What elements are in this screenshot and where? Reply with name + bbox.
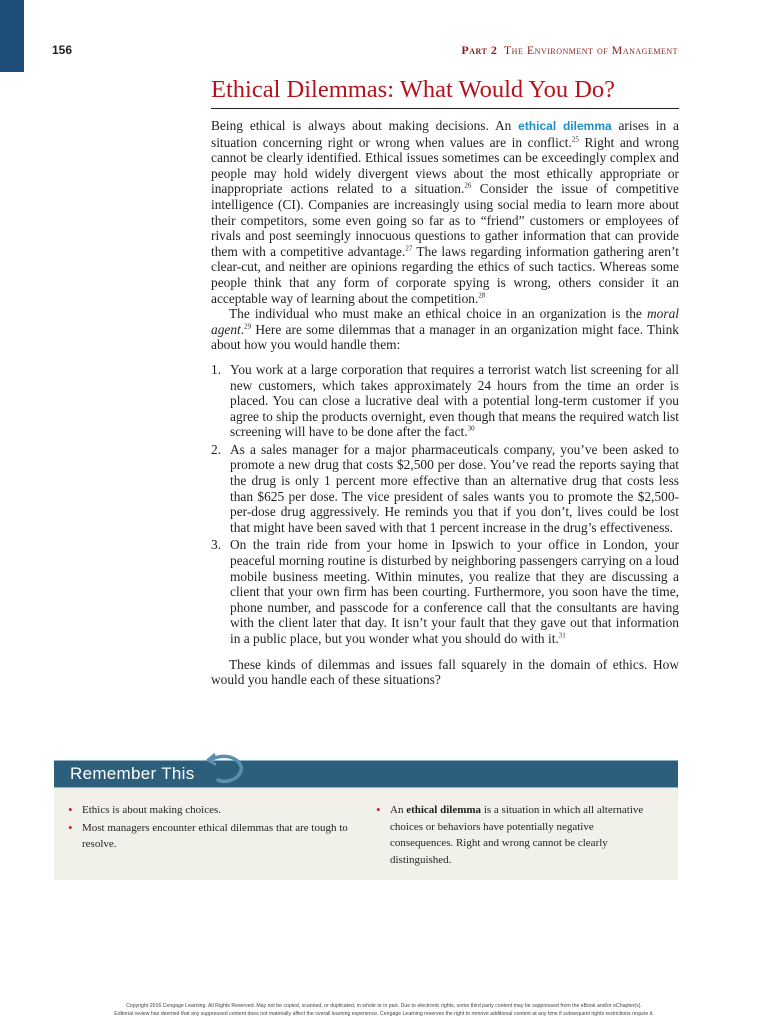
text-run: The laws regarding information gathering aren’t clear-cut, and neither are opinions regarding the ethics of such tactics. Whereas some people think that any form of corporate spying is wrong, others consider it an acceptable way of learning about the competition. <box>211 243 679 306</box>
remember-this-panel <box>54 760 678 880</box>
key-term-ethical-dilemma: ethical dilemma <box>518 119 612 133</box>
list-text <box>230 537 679 646</box>
list-text <box>230 362 679 440</box>
list-item <box>211 537 679 646</box>
text-run: An <box>390 804 407 816</box>
copyright-line: Editorial review has deemed that any suppressed content does not materially affect the overall learning experience. Cengage Learning reserves the right to remove additional content at any time if subsequent rights restrictions require it. <box>114 1011 654 1017</box>
bullet-item <box>376 802 654 868</box>
bullet-item: • Ethics is about making choices. <box>68 802 348 819</box>
text-run: On the train ride from your home in Ipswich to your office in London, your peaceful morning routine is disturbed by neighboring passengers carrying on a loud mobile business meeting. Within minutes, you realize that they are discussing a client that your own firm has been courting. Furthermore, you soon have the time, phone number, and passcode for a conference call that the consultants are having with the client later that day. It isn’t your fault that they gave out that information in a public place, but you wonder what you should do with it. <box>230 537 679 646</box>
text-run: As a sales manager for a major pharmaceuticals company, you’ve been asked to promote a new drug that costs $2,500 per dose. You’ve read the reports saying that the drug is only 1 percent more effective than an alternative drug that costs less than $625 per dose. The vice president of sales wants you to promote the $2,500-per-dose drug aggressively. He reminds you that if you don’t, lives could be lost that might have been saved with that 1 percent increase in the drug’s effectiveness. <box>230 441 679 535</box>
footnote-ref: 29 <box>244 322 252 331</box>
text-run: is a situation in which all alternative choices or behaviors have potentially negative consequences. Right and wrong cannot be clearly distinguished. <box>390 804 644 866</box>
text-run: You work at a large corporation that requires a terrorist watch list screening for all new customers, which takes approximately 24 hours from the time an order is placed. You can close a lucrative deal with a potential long-term customer if you agree to ship the products overnight, even though that means the required watch list screening will have to be done after the fact. <box>230 361 679 440</box>
list-number: 1. <box>211 361 222 377</box>
footnote-ref: 28 <box>478 291 486 300</box>
moral-agent-term: moral agent <box>211 306 679 337</box>
remember-bullets-right <box>376 802 654 869</box>
moral-agent-paragraph <box>211 306 679 353</box>
text-run: Consider the issue of competitive intelligence (CI). Companies are increasingly using social media to learn more about their competitors, some even going so far as to “friend” customers or employees of rivals and post seemingly innocuous questions to gather information that can provide them with a competitive advantage. <box>211 181 679 259</box>
part-title: The Environment of Management <box>503 43 678 57</box>
running-head <box>461 43 678 58</box>
copyright-notice <box>60 1002 708 1018</box>
dilemma-list <box>211 362 679 647</box>
list-item <box>211 362 679 440</box>
copyright-line: Copyright 2016 Cengage Learning. All Rights Reserved. May not be copied, scanned, or duplicated, in whole or in part. Due to electronic rights, some third party content may be suppressed from the eBook and/or eChapter(s). <box>126 1003 642 1009</box>
curl-arrow-icon <box>206 753 248 787</box>
remember-title: Remember This <box>70 764 195 783</box>
remember-bullets-left <box>68 802 348 854</box>
list-item <box>211 442 679 536</box>
list-number: 2. <box>211 441 222 457</box>
list-number: 3. <box>211 537 222 553</box>
page-number: 156 <box>52 43 73 57</box>
part-label: Part 2 <box>461 43 498 57</box>
text-run: Here are some dilemmas that a manager in an organization might face. Think about how you would handle them: <box>211 321 679 353</box>
bullet-item: • Most managers encounter ethical dilemmas that are tough to resolve. <box>68 820 348 853</box>
text-run: The individual who must make an ethical choice in an organization is the <box>229 306 647 322</box>
footnote-ref: 26 <box>464 181 472 190</box>
bold-term: ethical dilemma <box>406 804 482 816</box>
closing-paragraph: These kinds of dilemmas and issues fall squarely in the domain of ethics. How would you handle each of these situations? <box>211 656 679 688</box>
list-text <box>230 442 679 536</box>
text-run: Being ethical is always about making decisions. An <box>211 118 519 133</box>
footnote-ref: 31 <box>558 631 566 640</box>
section-title: Ethical Dilemmas: What Would You Do? <box>211 74 679 109</box>
body-text <box>211 118 679 688</box>
text-run: arises in a situation concerning right or wrong when values are in conflict. <box>211 118 679 150</box>
footnote-ref: 30 <box>467 424 475 433</box>
footnote-ref: 25 <box>571 135 579 144</box>
intro-paragraph <box>211 118 679 306</box>
remember-header-bar <box>54 760 678 788</box>
corner-color-tab <box>0 0 24 72</box>
footnote-ref: 27 <box>405 244 413 253</box>
text-run: . <box>240 321 245 337</box>
text-run: Right and wrong cannot be clearly identified. Ethical issues sometimes can be exceedingly complex and people may hold widely divergent views about the most ethically appropriate or inappropriate actions related to a situation. <box>211 134 679 197</box>
